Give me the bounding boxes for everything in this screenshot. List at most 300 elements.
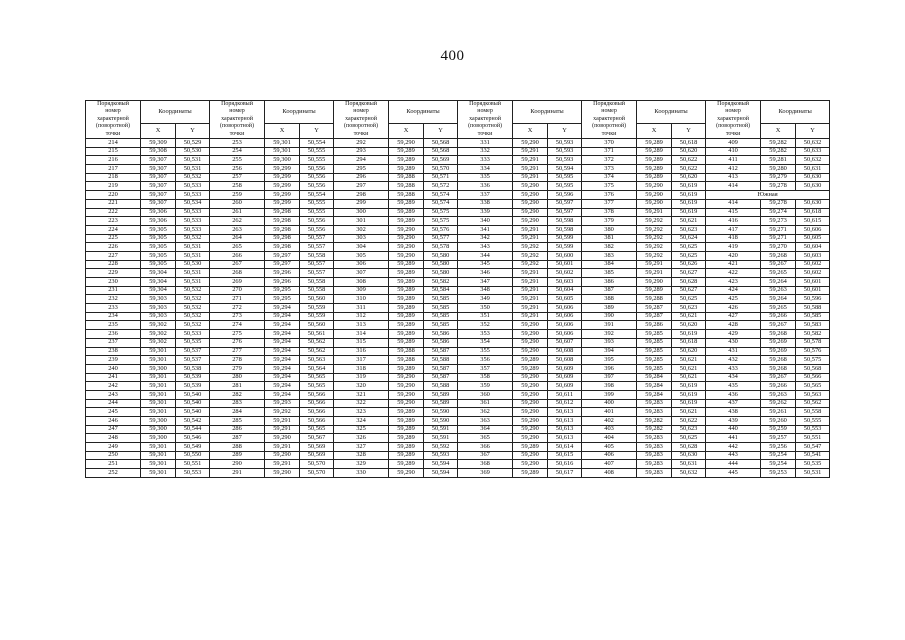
point-number-cell: 215: [86, 147, 141, 156]
table-row: [86, 165, 830, 174]
point-number-cell: 421: [706, 260, 761, 269]
y-coordinate-cell: 50,554: [300, 191, 334, 200]
header-point-number: [706, 101, 761, 139]
y-coordinate-cell: 50,630: [796, 173, 830, 182]
x-coordinate-cell: 59,302: [141, 330, 176, 339]
x-coordinate-cell: 59,288: [389, 173, 424, 182]
x-coordinate-cell: 59,299: [265, 182, 300, 191]
y-coordinate-cell: 50,619: [672, 208, 706, 217]
point-number-cell: 414: [706, 182, 761, 191]
x-coordinate-cell: 59,289: [389, 208, 424, 217]
point-number-cell: 426: [706, 304, 761, 313]
y-coordinate-cell: 50,538: [176, 364, 210, 373]
y-coordinate-cell: 50,558: [796, 408, 830, 417]
y-coordinate-cell: 50,621: [672, 373, 706, 382]
y-coordinate-cell: 50,619: [672, 399, 706, 408]
y-coordinate-cell: 50,564: [300, 364, 334, 373]
x-coordinate-cell: 59,289: [637, 139, 672, 148]
y-coordinate-cell: 50,604: [548, 286, 582, 295]
x-coordinate-cell: 59,290: [389, 243, 424, 252]
y-coordinate-cell: 50,580: [424, 251, 458, 260]
y-coordinate-cell: 50,537: [176, 347, 210, 356]
x-coordinate-cell: 59,308: [141, 147, 176, 156]
x-coordinate-cell: 59,290: [513, 199, 548, 208]
x-coordinate-cell: 59,289: [513, 364, 548, 373]
x-coordinate-cell: 59,302: [141, 338, 176, 347]
y-coordinate-cell: 50,601: [548, 260, 582, 269]
point-number-cell: 308: [334, 278, 389, 287]
point-number-cell: 413: [706, 173, 761, 182]
point-number-cell: 420: [706, 251, 761, 260]
y-coordinate-cell: 50,587: [424, 364, 458, 373]
x-coordinate-cell: 59,292: [513, 251, 548, 260]
y-coordinate-cell: 50,627: [672, 286, 706, 295]
x-coordinate-cell: 59,291: [513, 304, 548, 313]
y-coordinate-cell: 50,575: [796, 356, 830, 365]
x-coordinate-cell: 59,307: [141, 191, 176, 200]
table-row: [86, 443, 830, 452]
x-coordinate-cell: 59,269: [761, 338, 796, 347]
y-coordinate-cell: 50,583: [796, 321, 830, 330]
header-point-line: Порядковый: [345, 101, 377, 107]
point-number-cell: 351: [458, 312, 513, 321]
y-coordinate-cell: 50,532: [176, 234, 210, 243]
y-coordinate-cell: 50,606: [548, 304, 582, 313]
point-number-cell: 239: [86, 356, 141, 365]
point-number-cell: 333: [458, 156, 513, 165]
x-coordinate-cell: 59,298: [265, 243, 300, 252]
x-coordinate-cell: 59,301: [141, 347, 176, 356]
point-number-cell: 416: [706, 217, 761, 226]
point-number-cell: 225: [86, 234, 141, 243]
header-x: X: [513, 123, 548, 138]
y-coordinate-cell: 50,531: [796, 469, 830, 478]
point-number-cell: 443: [706, 451, 761, 460]
y-coordinate-cell: 50,529: [176, 139, 210, 148]
y-coordinate-cell: 50,586: [424, 330, 458, 339]
x-coordinate-cell: 59,289: [389, 451, 424, 460]
y-coordinate-cell: 50,615: [796, 217, 830, 226]
x-coordinate-cell: 59,290: [513, 217, 548, 226]
x-coordinate-cell: 59,291: [513, 173, 548, 182]
point-number-cell: 237: [86, 338, 141, 347]
point-number-cell: 344: [458, 251, 513, 260]
point-number-cell: 234: [86, 312, 141, 321]
point-number-cell: 371: [582, 147, 637, 156]
x-coordinate-cell: 59,301: [141, 443, 176, 452]
y-coordinate-cell: 50,542: [176, 417, 210, 426]
y-coordinate-cell: 50,618: [672, 338, 706, 347]
x-coordinate-cell: 59,268: [761, 330, 796, 339]
x-coordinate-cell: 59,291: [637, 260, 672, 269]
header-point-line: характерной: [469, 115, 501, 122]
x-coordinate-cell: 59,282: [637, 417, 672, 426]
y-coordinate-cell: 50,630: [796, 182, 830, 191]
point-number-cell: 422: [706, 269, 761, 278]
y-coordinate-cell: 50,587: [424, 373, 458, 382]
header-coordinates: Координаты: [265, 101, 334, 124]
point-number-cell: 384: [582, 260, 637, 269]
point-number-cell: 395: [582, 356, 637, 365]
x-coordinate-cell: 59,279: [761, 173, 796, 182]
x-coordinate-cell: 59,290: [513, 390, 548, 399]
x-coordinate-cell: 59,290: [513, 338, 548, 347]
x-coordinate-cell: 59,301: [141, 408, 176, 417]
y-coordinate-cell: 50,602: [796, 260, 830, 269]
y-coordinate-cell: 50,630: [796, 199, 830, 208]
x-coordinate-cell: 59,298: [265, 217, 300, 226]
x-coordinate-cell: 59,295: [265, 295, 300, 304]
header-x: X: [637, 123, 672, 138]
header-x: X: [761, 123, 796, 138]
x-coordinate-cell: 59,301: [141, 390, 176, 399]
x-coordinate-cell: 59,292: [637, 217, 672, 226]
header-point-line: Порядковый: [717, 101, 749, 107]
y-coordinate-cell: 50,555: [300, 147, 334, 156]
x-coordinate-cell: 59,281: [761, 156, 796, 165]
x-coordinate-cell: 59,290: [637, 191, 672, 200]
y-coordinate-cell: 50,555: [300, 199, 334, 208]
header-point-line: номер: [229, 108, 245, 115]
x-coordinate-cell: 59,307: [141, 173, 176, 182]
point-number-cell: 386: [582, 278, 637, 287]
x-coordinate-cell: 59,283: [637, 434, 672, 443]
y-coordinate-cell: 50,632: [672, 469, 706, 478]
x-coordinate-cell: 59,302: [141, 321, 176, 330]
y-coordinate-cell: 50,584: [424, 286, 458, 295]
x-coordinate-cell: 59,300: [265, 156, 300, 165]
header-y: Y: [672, 123, 706, 138]
point-number-cell: 397: [582, 373, 637, 382]
y-coordinate-cell: 50,632: [796, 139, 830, 148]
point-number-cell: 253: [210, 139, 265, 148]
x-coordinate-cell: 59,289: [389, 156, 424, 165]
y-coordinate-cell: 50,594: [424, 469, 458, 478]
y-coordinate-cell: 50,596: [548, 191, 582, 200]
point-number-cell: 398: [582, 382, 637, 391]
y-coordinate-cell: 50,598: [548, 217, 582, 226]
x-coordinate-cell: 59,257: [761, 434, 796, 443]
x-coordinate-cell: 59,285: [637, 338, 672, 347]
table-row: [86, 234, 830, 243]
point-number-cell: 437: [706, 399, 761, 408]
y-coordinate-cell: 50,569: [300, 451, 334, 460]
y-coordinate-cell: 50,608: [548, 356, 582, 365]
point-number-cell: 323: [334, 408, 389, 417]
y-coordinate-cell: 50,556: [300, 182, 334, 191]
point-number-cell: 370: [582, 139, 637, 148]
point-number-cell: 261: [210, 208, 265, 217]
point-number-cell: 357: [458, 364, 513, 373]
point-number-cell: 361: [458, 399, 513, 408]
y-coordinate-cell: 50,631: [672, 460, 706, 469]
point-number-cell: 293: [334, 147, 389, 156]
y-coordinate-cell: 50,603: [548, 278, 582, 287]
x-coordinate-cell: 59,289: [389, 321, 424, 330]
x-coordinate-cell: 59,290: [265, 434, 300, 443]
point-number-cell: 321: [334, 390, 389, 399]
point-number-cell: 305: [334, 251, 389, 260]
y-coordinate-cell: 50,556: [300, 225, 334, 234]
table-row: [86, 451, 830, 460]
y-coordinate-cell: 50,565: [300, 425, 334, 434]
y-coordinate-cell: 50,609: [548, 373, 582, 382]
x-coordinate-cell: 59,294: [265, 356, 300, 365]
header-point-line: точки: [353, 130, 369, 137]
point-number-cell: 223: [86, 217, 141, 226]
y-coordinate-cell: 50,585: [424, 321, 458, 330]
x-coordinate-cell: 59,263: [761, 390, 796, 399]
x-coordinate-cell: 59,303: [141, 295, 176, 304]
point-number-cell: 381: [582, 234, 637, 243]
y-coordinate-cell: 50,575: [424, 217, 458, 226]
point-number-cell: 297: [334, 182, 389, 191]
point-number-cell: 288: [210, 443, 265, 452]
x-coordinate-cell: 59,283: [637, 408, 672, 417]
y-coordinate-cell: 50,555: [796, 417, 830, 426]
point-number-cell: 404: [582, 434, 637, 443]
x-coordinate-cell: 59,290: [513, 408, 548, 417]
header-point-line: точки: [477, 130, 493, 137]
y-coordinate-cell: 50,594: [424, 460, 458, 469]
point-number-cell: 379: [582, 217, 637, 226]
point-number-cell: 282: [210, 390, 265, 399]
y-coordinate-cell: 50,532: [176, 312, 210, 321]
point-number-cell: 409: [706, 139, 761, 148]
y-coordinate-cell: 50,558: [300, 278, 334, 287]
y-coordinate-cell: 50,601: [796, 278, 830, 287]
point-number-cell: 407: [582, 460, 637, 469]
point-number-cell: 347: [458, 278, 513, 287]
header-point-line: характерной: [345, 115, 377, 122]
x-coordinate-cell: 59,292: [637, 243, 672, 252]
y-coordinate-cell: 50,547: [796, 443, 830, 452]
x-coordinate-cell: 59,268: [761, 251, 796, 260]
y-coordinate-cell: 50,532: [176, 286, 210, 295]
y-coordinate-cell: 50,532: [176, 173, 210, 182]
point-number-cell: 221: [86, 199, 141, 208]
x-coordinate-cell: 59,299: [265, 173, 300, 182]
header-x: X: [265, 123, 300, 138]
header-y: Y: [796, 123, 830, 138]
y-coordinate-cell: 50,591: [424, 434, 458, 443]
x-coordinate-cell: 59,298: [265, 234, 300, 243]
y-coordinate-cell: 50,593: [548, 139, 582, 148]
y-coordinate-cell: 50,580: [424, 260, 458, 269]
point-number-cell: 230: [86, 278, 141, 287]
x-coordinate-cell: 59,300: [141, 364, 176, 373]
y-coordinate-cell: 50,590: [424, 417, 458, 426]
y-coordinate-cell: 50,604: [796, 243, 830, 252]
y-coordinate-cell: 50,619: [672, 330, 706, 339]
x-coordinate-cell: 59,268: [761, 356, 796, 365]
point-number-cell: 389: [582, 304, 637, 313]
point-number-cell: 268: [210, 269, 265, 278]
x-coordinate-cell: 59,289: [513, 469, 548, 478]
y-coordinate-cell: 50,534: [176, 199, 210, 208]
y-coordinate-cell: 50,556: [300, 173, 334, 182]
y-coordinate-cell: 50,625: [672, 434, 706, 443]
point-number-cell: 263: [210, 225, 265, 234]
point-number-cell: 363: [458, 417, 513, 426]
y-coordinate-cell: 50,570: [300, 460, 334, 469]
x-coordinate-cell: 59,284: [637, 390, 672, 399]
point-number-cell: 383: [582, 251, 637, 260]
point-number-cell: 319: [334, 373, 389, 382]
point-number-cell: 396: [582, 364, 637, 373]
y-coordinate-cell: 50,567: [300, 434, 334, 443]
table-row: [86, 408, 830, 417]
x-coordinate-cell: 59,287: [637, 304, 672, 313]
x-coordinate-cell: 59,283: [637, 460, 672, 469]
point-number-cell: 382: [582, 243, 637, 252]
x-coordinate-cell: 59,269: [761, 347, 796, 356]
x-coordinate-cell: 59,306: [141, 208, 176, 217]
point-number-cell: 324: [334, 417, 389, 426]
point-number-cell: 423: [706, 278, 761, 287]
table-row: [86, 278, 830, 287]
y-coordinate-cell: 50,605: [548, 295, 582, 304]
point-number-cell: 317: [334, 356, 389, 365]
x-coordinate-cell: 59,294: [265, 312, 300, 321]
x-coordinate-cell: 59,290: [513, 191, 548, 200]
y-coordinate-cell: 50,606: [548, 330, 582, 339]
point-number-cell: 405: [582, 443, 637, 452]
table-row: [86, 469, 830, 478]
y-coordinate-cell: 50,586: [424, 338, 458, 347]
x-coordinate-cell: 59,297: [265, 260, 300, 269]
x-coordinate-cell: 59,291: [513, 147, 548, 156]
x-coordinate-cell: 59,289: [389, 269, 424, 278]
header-point-number: [582, 101, 637, 139]
x-coordinate-cell: 59,268: [761, 364, 796, 373]
point-number-cell: 242: [86, 382, 141, 391]
point-number-cell: 346: [458, 269, 513, 278]
y-coordinate-cell: 50,622: [672, 156, 706, 165]
x-coordinate-cell: 59,290: [513, 382, 548, 391]
y-coordinate-cell: 50,622: [672, 165, 706, 174]
point-number-cell: 428: [706, 321, 761, 330]
y-coordinate-cell: 50,558: [300, 251, 334, 260]
y-coordinate-cell: 50,630: [672, 451, 706, 460]
point-number-cell: 388: [582, 295, 637, 304]
header-point-line: номер: [601, 108, 617, 115]
x-coordinate-cell: 59,285: [637, 364, 672, 373]
point-number-cell: 331: [458, 139, 513, 148]
table-row: [86, 330, 830, 339]
header-point-line: характерной: [593, 115, 625, 122]
x-coordinate-cell: 59,296: [265, 269, 300, 278]
y-coordinate-cell: 50,566: [300, 390, 334, 399]
header-point-line: точки: [105, 130, 121, 137]
header-coordinates: Координаты: [141, 101, 210, 124]
point-number-cell: 301: [334, 217, 389, 226]
x-coordinate-cell: 59,290: [513, 425, 548, 434]
point-number-cell: 280: [210, 373, 265, 382]
header-coordinates: Координаты: [637, 101, 706, 124]
point-number-cell: 255: [210, 156, 265, 165]
y-coordinate-cell: 50,598: [548, 225, 582, 234]
y-coordinate-cell: 50,613: [548, 425, 582, 434]
y-coordinate-cell: 50,562: [300, 347, 334, 356]
x-coordinate-cell: 59,291: [265, 425, 300, 434]
x-coordinate-cell: 59,290: [265, 451, 300, 460]
table-row: [86, 425, 830, 434]
x-coordinate-cell: 59,290: [513, 330, 548, 339]
point-number-cell: 304: [334, 243, 389, 252]
table-row: [86, 208, 830, 217]
y-coordinate-cell: 50,588: [424, 382, 458, 391]
table-row: [86, 173, 830, 182]
y-coordinate-cell: 50,587: [424, 347, 458, 356]
point-number-cell: 276: [210, 338, 265, 347]
y-coordinate-cell: 50,617: [548, 469, 582, 478]
x-coordinate-cell: 59,263: [761, 286, 796, 295]
x-coordinate-cell: 59,282: [637, 425, 672, 434]
point-number-cell: 214: [86, 139, 141, 148]
header-point-number: [334, 101, 389, 139]
y-coordinate-cell: 50,606: [796, 225, 830, 234]
y-coordinate-cell: 50,599: [548, 234, 582, 243]
x-coordinate-cell: 59,298: [265, 225, 300, 234]
x-coordinate-cell: 59,295: [265, 286, 300, 295]
y-coordinate-cell: 50,532: [176, 304, 210, 313]
x-coordinate-cell: 59,294: [265, 364, 300, 373]
y-coordinate-cell: 50,585: [424, 304, 458, 313]
table-row: [86, 382, 830, 391]
header-point-number: [458, 101, 513, 139]
x-coordinate-cell: 59,298: [265, 208, 300, 217]
x-coordinate-cell: 59,292: [513, 243, 548, 252]
point-number-cell: 326: [334, 434, 389, 443]
y-coordinate-cell: 50,582: [424, 278, 458, 287]
header-point-number: [86, 101, 141, 139]
x-coordinate-cell: 59,307: [141, 156, 176, 165]
y-coordinate-cell: 50,557: [300, 269, 334, 278]
point-number-cell: 377: [582, 199, 637, 208]
y-coordinate-cell: 50,606: [548, 321, 582, 330]
y-coordinate-cell: 50,613: [548, 417, 582, 426]
y-coordinate-cell: 50,577: [424, 234, 458, 243]
x-coordinate-cell: 59,304: [141, 286, 176, 295]
x-coordinate-cell: 59,289: [513, 443, 548, 452]
point-number-cell: 273: [210, 312, 265, 321]
section-label-cell: Южная: [706, 191, 830, 200]
point-number-cell: 296: [334, 173, 389, 182]
header-point-line: характерной: [221, 115, 253, 122]
point-number-cell: 337: [458, 191, 513, 200]
point-number-cell: 368: [458, 460, 513, 469]
y-coordinate-cell: 50,546: [176, 434, 210, 443]
y-coordinate-cell: 50,571: [424, 173, 458, 182]
y-coordinate-cell: 50,575: [424, 208, 458, 217]
point-number-cell: 430: [706, 338, 761, 347]
point-number-cell: 306: [334, 260, 389, 269]
x-coordinate-cell: 59,290: [513, 139, 548, 148]
header-point-line: точки: [601, 130, 617, 137]
point-number-cell: 327: [334, 443, 389, 452]
point-number-cell: 364: [458, 425, 513, 434]
point-number-cell: 228: [86, 260, 141, 269]
x-coordinate-cell: 59,301: [141, 356, 176, 365]
y-coordinate-cell: 50,600: [548, 251, 582, 260]
y-coordinate-cell: 50,530: [176, 147, 210, 156]
point-number-cell: 281: [210, 382, 265, 391]
y-coordinate-cell: 50,588: [796, 304, 830, 313]
point-number-cell: 403: [582, 425, 637, 434]
point-number-cell: 245: [86, 408, 141, 417]
point-number-cell: 360: [458, 390, 513, 399]
